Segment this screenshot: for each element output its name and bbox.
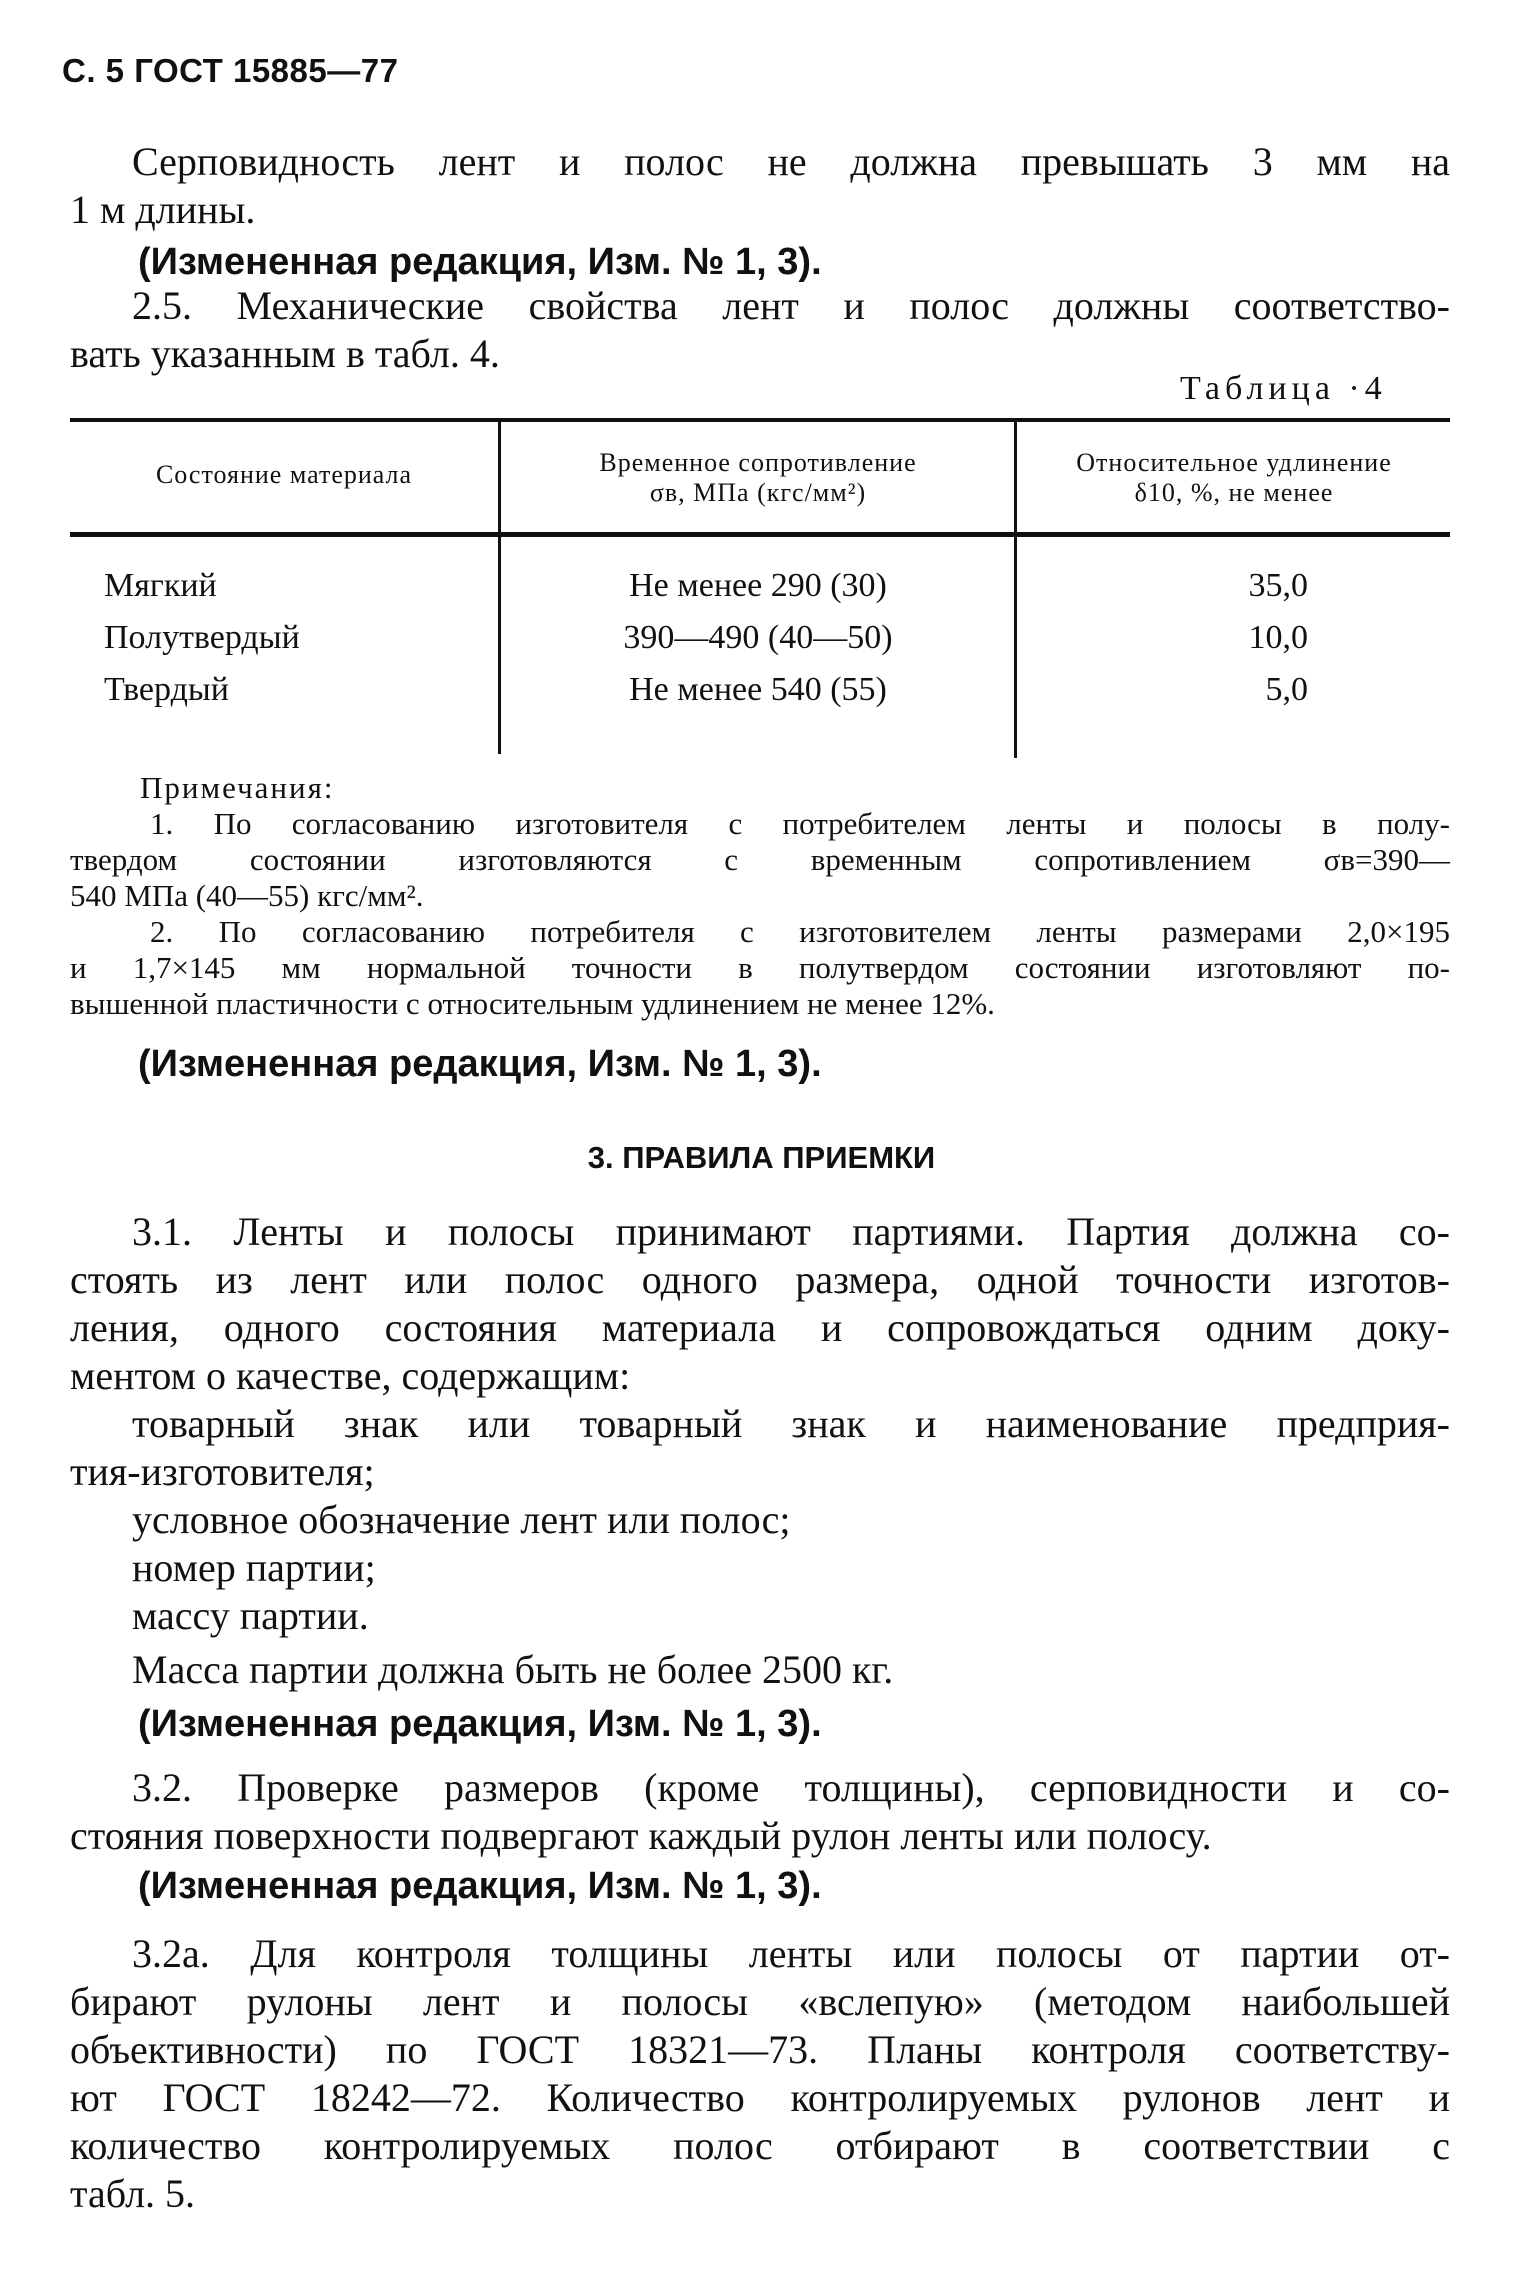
note-line: вышенной пластичности с относительным удлинением не менее 12%. (70, 986, 995, 1021)
text-line: ления, одного состояния материала и сопровождаться одним доку- (70, 1305, 1450, 1350)
table-top-rule (70, 418, 1450, 422)
document-list (70, 1400, 1450, 1694)
table-cell: 10,0 (1248, 619, 1308, 656)
list-item: номер партии; (132, 1545, 376, 1590)
note-line: 540 МПа (40—55) кгс/мм². (70, 878, 424, 913)
text-line: 3.2а. Для контроля толщины ленты или полосы от партии от- (132, 1931, 1450, 1976)
table-cell: Не менее 290 (30) (629, 567, 887, 604)
table-cell: Твердый (104, 671, 229, 708)
amendment-note: (Измененная редакция, Изм. № 1, 3). (138, 1043, 822, 1085)
text-line: 2.5. Механические свойства лент и полос должны соответство- (132, 283, 1450, 328)
table-caption: Таблица ·4 (1180, 370, 1387, 407)
column-divider (498, 422, 501, 754)
section-title: 3. ПРАВИЛА ПРИЕМКИ (587, 1140, 936, 1175)
text-line: 1 м длины. (70, 187, 256, 232)
list-item: товарный знак или товарный знак и наименование предприя- (132, 1401, 1450, 1446)
paragraph-2-5 (70, 282, 1450, 378)
text-line: стоять из лент или полос одного размера, одной точности изготов- (70, 1257, 1450, 1302)
table-header-cell: Состояние материала (155, 460, 413, 489)
text-line: бирают рулоны лент и полосы «вслепую» (методом наибольшей (70, 1979, 1450, 2024)
text-line: ментом о качестве, содержащим: (70, 1353, 631, 1398)
note-line: и 1,7×145 мм нормальной точности в полутвердом состоянии изготовляют по- (70, 950, 1450, 985)
table-header-rule (70, 532, 1450, 537)
list-item: массу партии. (132, 1593, 369, 1638)
text-line: стояния поверхности подвергают каждый рулон ленты или полосу. (70, 1813, 1212, 1858)
table-cell: 5,0 (1265, 671, 1308, 708)
list-item: тия-изготовителя; (70, 1449, 375, 1494)
text-line: вать указанным в табл. 4. (70, 331, 500, 376)
text-line: объективности) по ГОСТ 18321—73. Планы контроля соответству- (70, 2027, 1450, 2072)
amendment-note: (Измененная редакция, Изм. № 1, 3). (138, 1865, 822, 1907)
table-cell: 35,0 (1248, 567, 1308, 604)
text-line: количество контролируемых полос отбирают в соответствии с (70, 2123, 1450, 2168)
text-line: 3.1. Ленты и полосы принимают партиями. Партия должна со- (132, 1209, 1450, 1254)
table-header-cell: Относительное удлинение δ10, %, не менее (1076, 448, 1392, 507)
column-divider (1014, 422, 1017, 758)
paragraph-3-2a (70, 1930, 1450, 2218)
note-line: 1. По согласованию изготовителя с потребителем ленты и полосы в полу- (150, 806, 1450, 841)
paragraph-3-1 (70, 1208, 1450, 1400)
amendment-note: (Измененная редакция, Изм. № 1, 3). (138, 1703, 822, 1745)
table-cell: Полутвердый (104, 619, 300, 656)
text-line: Серповидность лент и полос не должна превышать 3 мм на (132, 139, 1450, 184)
text-line: 3.2. Проверке размеров (кроме толщины), серповидности и со- (132, 1765, 1450, 1810)
list-item: условное обозначение лент или полос; (132, 1497, 791, 1542)
page-header: С. 5 ГОСТ 15885—77 (62, 52, 399, 89)
note-line: 2. По согласованию потребителя с изготовителем ленты размерами 2,0×195 (150, 914, 1450, 949)
table-cell: Мягкий (104, 567, 217, 604)
text-line: табл. 5. (70, 2171, 196, 2216)
notes-title: Примечания: (140, 770, 335, 805)
table-4 (70, 418, 1450, 758)
paragraph-sickle (70, 138, 1450, 234)
table-notes (70, 770, 1450, 1022)
amendment-note: (Измененная редакция, Изм. № 1, 3). (138, 241, 822, 283)
mass-line: Масса партии должна быть не более 2500 кг. (132, 1647, 894, 1692)
table-cell: 390—490 (40—50) (623, 619, 893, 656)
note-line: твердом состоянии изготовляются с временным сопротивлением σв=390— (70, 842, 1450, 877)
paragraph-3-2 (70, 1764, 1450, 1860)
table-header-cell: Временное сопротивление σв, МПа (кгс/мм²) (599, 448, 917, 507)
table-cell: Не менее 540 (55) (629, 671, 887, 708)
text-line: ют ГОСТ 18242—72. Количество контролируемых рулонов лент и (70, 2075, 1450, 2120)
